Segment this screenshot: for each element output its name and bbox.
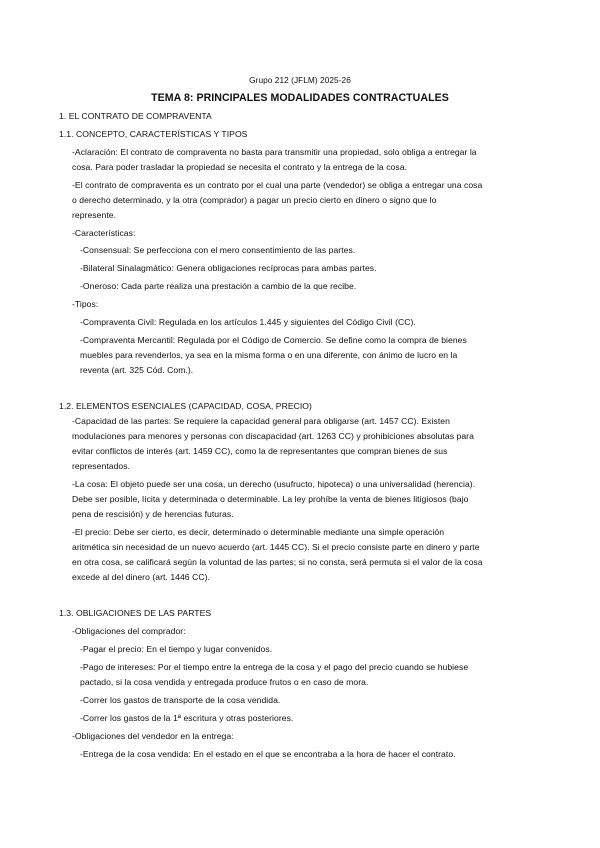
paragraph-line: -El contrato de compraventa es un contrato por el cual una parte (vendedor) se obliga a entregar una cosa xyxy=(72,180,483,190)
paragraph-line: pena de rescisión) y de herencias futuras. xyxy=(72,509,234,519)
group-header: Grupo 212 (JFLM) 2025-26 xyxy=(249,75,351,85)
paragraph-line: modulaciones para menores y personas con discapacidad (art. 1263 CC) y prohibiciones absolutas para xyxy=(72,431,474,441)
paragraph-line: cosa. Para poder trasladar la propiedad se necesita el contrato y la entrega de la cosa. xyxy=(72,162,407,172)
list-item-continuation: pactado, si la cosa vendida y entregada produce frutos o en caso de mora. xyxy=(80,677,369,687)
list-item: -Compraventa Civil: Regulada en los artículos 1.445 y siguientes del Código Civil (CC). xyxy=(80,317,416,327)
paragraph-line: -Obligaciones del vendedor en la entrega: xyxy=(72,731,234,741)
list-item: -Correr los gastos de la 1ª escritura y otras posteriores. xyxy=(80,713,294,723)
list-item-continuation: reventa (art. 325 Cód. Com.). xyxy=(80,365,194,375)
paragraph-line: o derecho determinado, y la otra (comprador) a pagar un precio cierto en dinero o signo que lo xyxy=(72,195,437,205)
paragraph-line: aritmética sin necesidad de un nuevo acuerdo (art. 1445 CC). Si el precio consiste parte en dinero y parte xyxy=(72,542,480,552)
paragraph-line: -Aclaración: El contrato de compraventa no basta para transmitir una propiedad, solo obliga a entregar la xyxy=(72,147,477,157)
paragraph-line: represente. xyxy=(72,210,117,220)
list-item: -Oneroso: Cada parte realiza una prestación a cambio de la que recibe. xyxy=(80,281,357,291)
list-item: -Entrega de la cosa vendida: En el estado en el que se encontraba a la hora de hacer el contrato. xyxy=(80,749,456,759)
list-item: -Compraventa Mercantil: Regulada por el Código de Comercio. Se define como la compra de bienes xyxy=(80,335,467,345)
paragraph-line: -El precio: Debe ser cierto, es decir, determinado o determinable mediante una simple operación xyxy=(72,527,445,537)
list-item: -Bilateral Sinalagmático: Genera obligaciones recíprocas para ambas partes. xyxy=(80,263,377,273)
document-title: TEMA 8: PRINCIPALES MODALIDADES CONTRACTUALES xyxy=(151,92,449,104)
section-1-2-heading: 1.2. ELEMENTOS ESENCIALES (CAPACIDAD, COSA, PRECIO) xyxy=(59,401,312,411)
list-item: -Pagar el precio: En el tiempo y lugar convenidos. xyxy=(80,644,273,654)
list-item: -Consensual: Se perfecciona con el mero consentimiento de las partes. xyxy=(80,245,356,255)
paragraph-line: evitar conflictos de interés (art. 1459 CC), como la de representantes que compran bienes de sus xyxy=(72,446,448,456)
paragraph-line: -Capacidad de las partes: Se requiere la capacidad general para obligarse (art. 1457 CC). Existen xyxy=(72,416,450,426)
list-item: -Correr los gastos de transporte de la cosa vendida. xyxy=(80,695,281,705)
paragraph-line: -La cosa: El objeto puede ser una cosa, un derecho (usufructo, hipoteca) o una universalidad (herencia). xyxy=(72,479,476,489)
paragraph-line: -Características: xyxy=(72,228,136,238)
paragraph-line: -Tipos: xyxy=(72,299,99,309)
paragraph-line: -Obligaciones del comprador: xyxy=(72,626,186,636)
section-1-3-heading: 1.3. OBLIGACIONES DE LAS PARTES xyxy=(59,608,212,618)
list-item: -Pago de intereses: Por el tiempo entre la entrega de la cosa y el pago del precio cuando se hubiese xyxy=(80,662,469,672)
paragraph-line: Debe ser posible, lícita y determinada o determinable. La ley prohíbe la venta de bienes litigiosos (bajo xyxy=(72,494,469,504)
section-1-heading: 1. EL CONTRATO DE COMPRAVENTA xyxy=(59,111,212,121)
paragraph-line: en otra cosa, se calificará según la voluntad de las partes; si no consta, será permuta si el valor de la cosa xyxy=(72,557,483,567)
list-item-continuation: muebles para revenderlos, ya sea en la misma forma o en una diferente, con ánimo de lucro en la xyxy=(80,350,458,360)
section-1-1-heading: 1.1. CONCEPTO, CARACTERÍSTICAS Y TIPOS xyxy=(59,129,248,139)
paragraph-line: representados. xyxy=(72,461,131,471)
paragraph-line: excede al del dinero (art. 1446 CC). xyxy=(72,572,210,582)
